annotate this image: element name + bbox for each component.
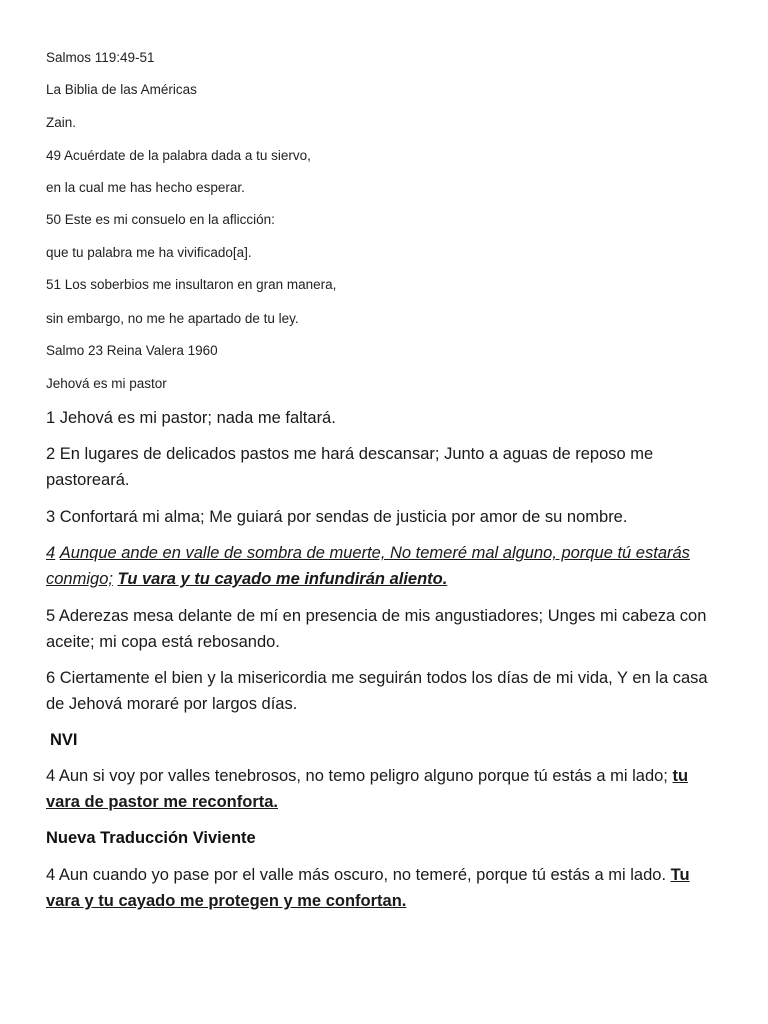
verse-2: 2 En lugares de delicados pastos me hará descansar; Junto a aguas de reposo me pastoreará. [46, 445, 654, 489]
verse-4 [46, 540, 726, 592]
psalm-119-line: que tu palabra me ha vivificado[a]. [46, 245, 252, 260]
verse-1: 1 Jehová es mi pastor; nada me faltará. [46, 409, 336, 427]
psalm-119-reference: Salmos 119:49-51 [46, 50, 155, 65]
nvi-verse-text: 4 Aun si voy por valles tenebrosos, no temo peligro alguno porque tú estás a mi lado; [46, 767, 668, 785]
psalm-119-line: en la cual me has hecho esperar. [46, 180, 245, 195]
nvi-verse [46, 763, 726, 815]
psalm-23-title: Jehová es mi pastor [46, 376, 167, 391]
ntv-verse-emphasis: Tu vara y tu cayado me protegen y me confortan. [46, 866, 690, 910]
nvi-verse-emphasis: tu vara de pastor me reconforta. [46, 767, 689, 811]
ntv-verse [46, 862, 726, 914]
psalm-119-line: 50 Este es mi consuelo en la aflicción: [46, 212, 275, 227]
psalm-119-line: 51 Los soberbios me insultaron en gran manera, [46, 277, 337, 292]
psalm-119-version: La Biblia de las Américas [46, 82, 197, 97]
verse-4-text: Aunque ande en valle de sombra de muerte, No temeré mal alguno, porque tú estarás conmigo; [46, 544, 690, 588]
ntv-verse-text: 4 Aun cuando yo pase por el valle más oscuro, no temeré, porque tú estás a mi lado. [46, 866, 667, 884]
psalm-23-reference: Salmo 23 Reina Valera 1960 [46, 343, 218, 358]
verse-6: 6 Ciertamente el bien y la misericordia me seguirán todos los días de mi vida, Y en la casa de Jehová moraré por largos días. [46, 669, 708, 713]
ntv-heading: Nueva Traducción Viviente [46, 829, 256, 847]
verse-5: 5 Aderezas mesa delante de mí en presencia de mis angustiadores; Unges mi cabeza con aceite; mi copa está rebosando. [46, 607, 707, 651]
verse-4-number: 4 [46, 544, 56, 562]
nvi-heading: NVI [50, 731, 78, 749]
verse-4-emphasis: Tu vara y tu cayado me infundirán aliento. [117, 570, 448, 588]
psalm-119-line: sin embargo, no me he apartado de tu ley. [46, 311, 299, 326]
psalm-119-letter: Zain. [46, 115, 77, 130]
verse-3: 3 Confortará mi alma; Me guiará por sendas de justicia por amor de su nombre. [46, 508, 628, 526]
psalm-119-line: 49 Acuérdate de la palabra dada a tu siervo, [46, 148, 311, 163]
